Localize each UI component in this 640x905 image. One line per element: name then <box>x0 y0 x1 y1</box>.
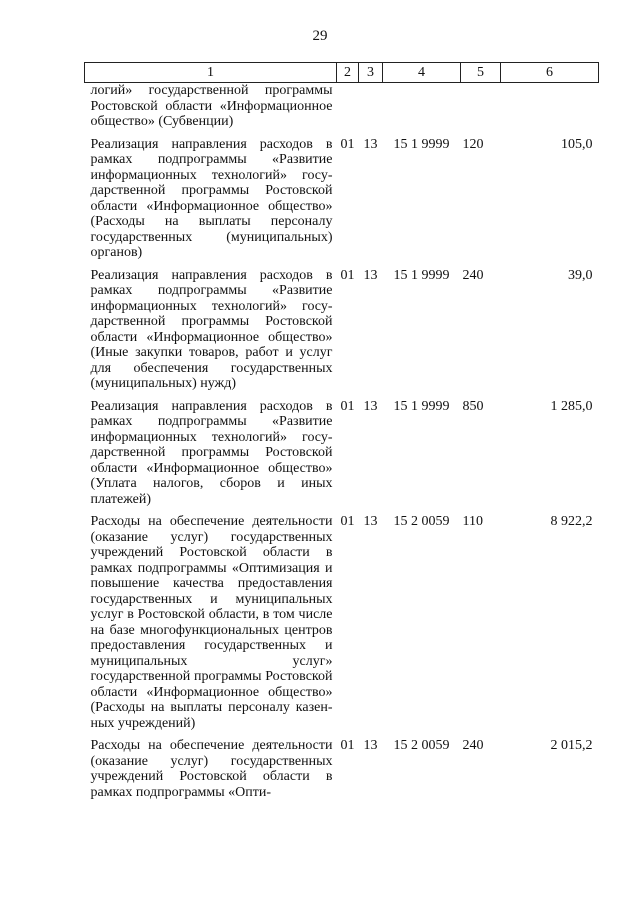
table-row <box>85 399 599 515</box>
row-description: Реализация направления расходов в рамках подпрограммы «Развитие информационных технологий» государственной программы Ростовской области «Информационное общество» (Расходы на выплаты персоналу государственных (муниципальных) органов) <box>90 136 333 260</box>
table-header <box>85 63 599 83</box>
row-vr: 110 <box>462 514 483 529</box>
row-csr: 15 1 9999 <box>393 398 450 414</box>
row-sum: 8 922,2 <box>550 514 593 529</box>
row-sum: 105,0 <box>561 136 593 152</box>
table-row <box>85 268 599 399</box>
row-sum: 1 285,0 <box>550 398 593 414</box>
table-row <box>85 137 599 268</box>
header-col-rz: 2 <box>337 63 359 83</box>
continuation-description: логий» государственной программы Ростовской области «Информационное общество» (Субвенции) <box>90 83 333 129</box>
row-vr: 120 <box>462 136 484 152</box>
row-rz: 01 <box>340 514 355 529</box>
row-vr: 850 <box>462 398 484 414</box>
row-sum: 2 015,2 <box>550 738 593 753</box>
row-pr: 13 <box>363 136 378 152</box>
header-col-csr: 4 <box>383 63 461 83</box>
row-csr: 15 1 9999 <box>393 267 450 283</box>
row-csr: 15 2 0059 <box>393 514 450 529</box>
header-row <box>85 63 599 83</box>
row-rz: 01 <box>340 738 355 753</box>
table-row <box>85 514 599 738</box>
header-col-description: 1 <box>85 63 337 83</box>
row-vr: 240 <box>462 738 484 753</box>
budget-table <box>84 62 599 807</box>
table-row <box>85 738 599 807</box>
page-number: 29 <box>312 28 328 44</box>
row-vr: 240 <box>462 267 484 283</box>
row-description: Реализация направления расходов в рамках подпрограммы «Развитие информационных технологий» государственной программы Ростовской области «Информационное общество» (Иные закупки товаров, работ и услуг для обеспечения государственных (муниципальных) нужд) <box>90 267 333 391</box>
table-body <box>85 83 599 808</box>
row-pr: 13 <box>363 514 378 529</box>
row-pr: 13 <box>363 738 378 753</box>
row-pr: 13 <box>363 398 378 414</box>
header-col-pr: 3 <box>359 63 383 83</box>
row-rz: 01 <box>340 136 355 152</box>
row-description: Реализация направления расходов в рамках подпрограммы «Развитие информационных технологий» государственной программы Ростовской области «Информационное общество» (Уплата налогов, сборов и иных платежей) <box>90 398 333 507</box>
row-description: Расходы на обеспечение деятельности (оказание услуг) государственных учреждений Ростовской области в рамках подпрограммы «Опти- <box>90 738 333 800</box>
row-sum: 39,0 <box>568 267 593 283</box>
header-col-sum: 6 <box>501 63 599 83</box>
row-csr: 15 2 0059 <box>393 738 450 753</box>
row-rz: 01 <box>340 398 355 414</box>
header-col-vr: 5 <box>461 63 501 83</box>
row-pr: 13 <box>363 267 378 283</box>
continuation-row <box>85 83 599 137</box>
row-description: Расходы на обеспечение деятельности (оказание услуг) государственных учреждений Ростовской области в рамках подпрограммы «Оптимизация и повышение качества предоставления государственных и муниципальных услуг в Ростовской области, в том числе на базе многофункциональных центров предоставления государственных и муниципальных услуг» государственной программы Ростовской области «Информационное общество» (Расходы на выплаты персоналу казенных учреждений) <box>90 514 333 731</box>
row-rz: 01 <box>340 267 355 283</box>
row-csr: 15 1 9999 <box>393 136 450 152</box>
